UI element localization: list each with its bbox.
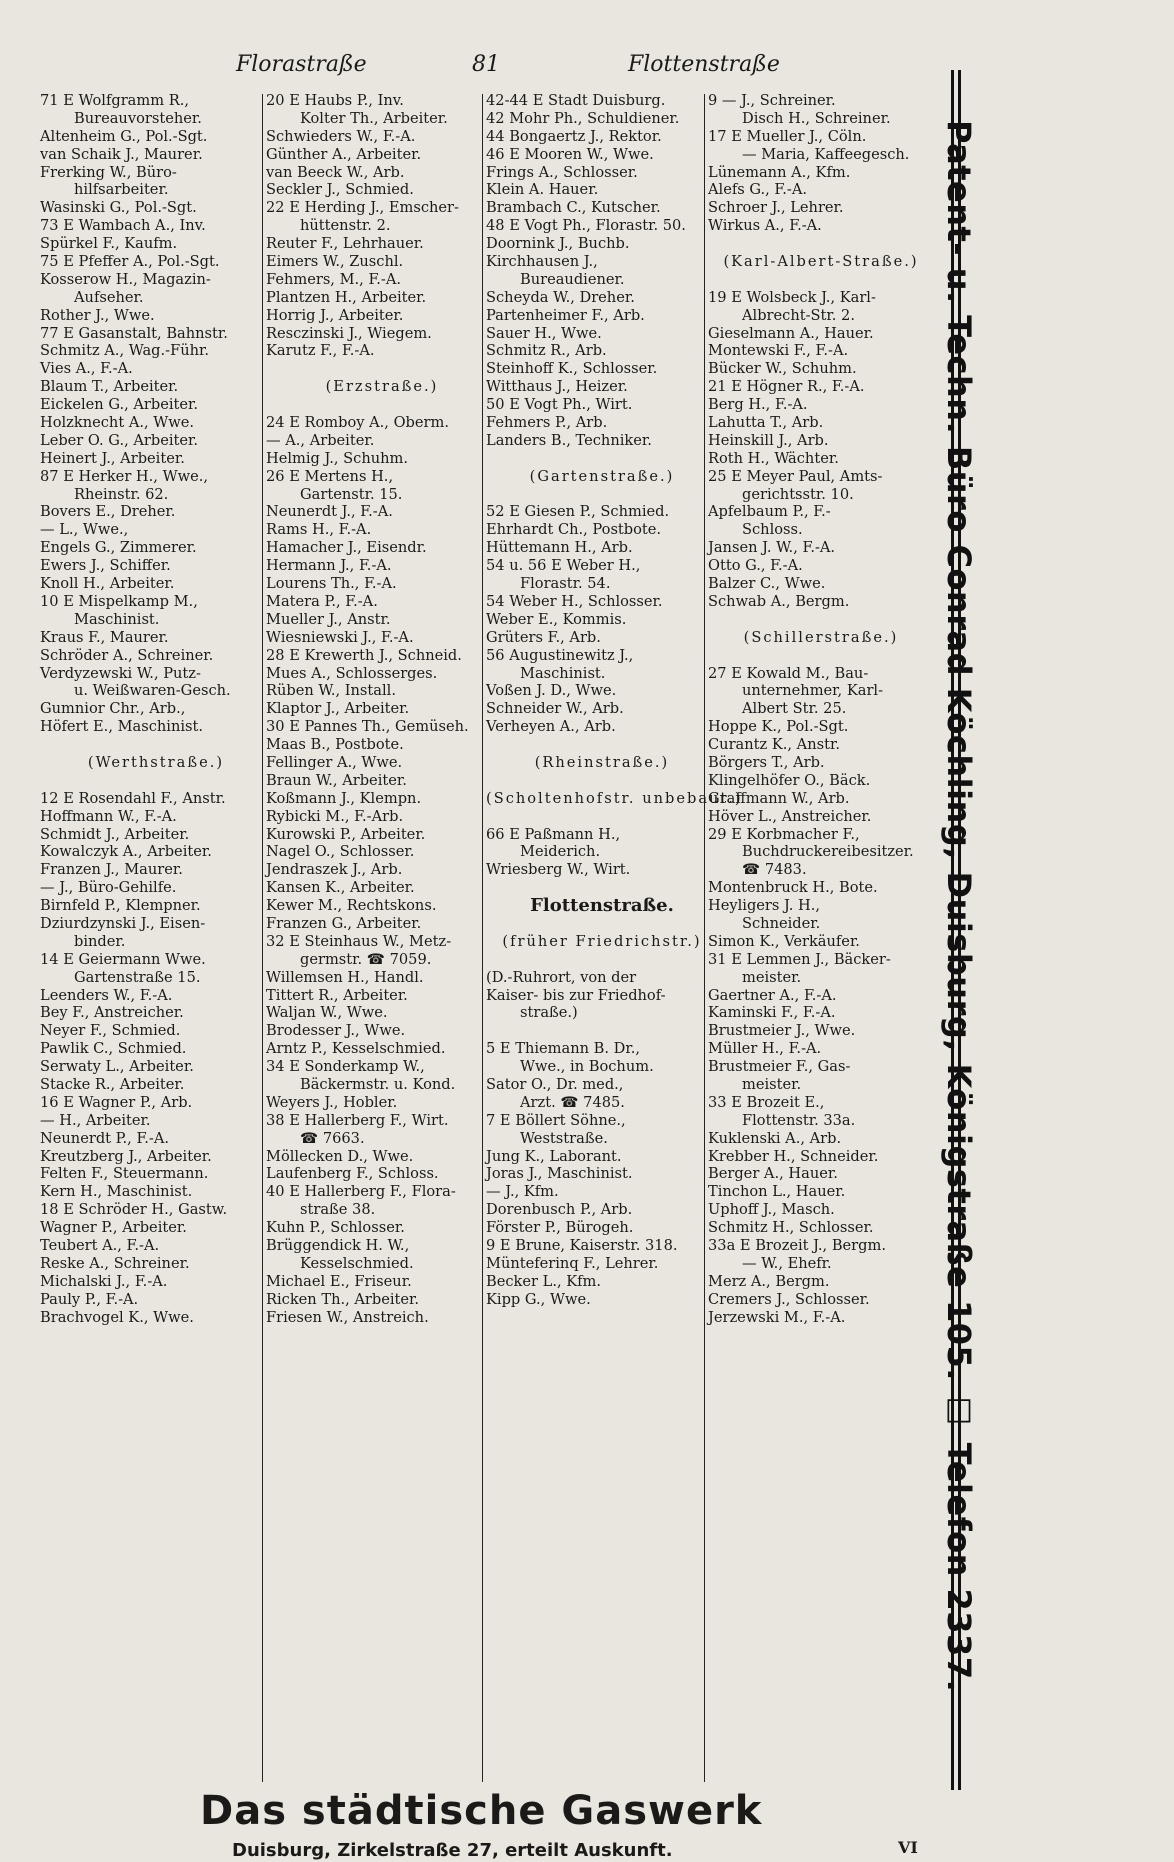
directory-entry-line: Günther A., Arbeiter. <box>266 145 422 163</box>
directory-entry-line: Neunerdt J., F.-A. <box>266 503 393 521</box>
directory-entry-line: Uphoff J., Masch. <box>708 1201 835 1219</box>
directory-entry-line: Ehrhardt Ch., Postbote. <box>486 521 662 539</box>
directory-entry-line: 40 E Hallerberg F., Flora- <box>266 1183 456 1201</box>
directory-entry-line: Kesselschmied. <box>300 1254 414 1272</box>
directory-entry-line: ☎ 7663. <box>300 1129 365 1147</box>
directory-entry-line: Horrig J., Arbeiter. <box>266 306 404 324</box>
directory-entry-line: Heinert J., Arbeiter. <box>40 449 185 467</box>
sidebar-advertisement <box>940 120 992 1780</box>
directory-entry-line: Schroer J., Lehrer. <box>708 199 844 217</box>
directory-entry-line: Gartenstr. 15. <box>300 485 403 503</box>
directory-entry-line: Resczinski J., Wiegem. <box>266 324 432 342</box>
directory-entry-line: Schmitz R., Arb. <box>486 342 607 360</box>
directory-entry-line <box>708 647 934 665</box>
directory-column-1 <box>40 92 272 1326</box>
directory-entry-line: Frerking W., Büro- <box>40 163 177 181</box>
directory-entry-line: (früher Friedrichstr.) <box>502 932 702 950</box>
directory-entry-line: — Maria, Kaffeegesch. <box>742 145 910 163</box>
directory-entry-line: — L., Wwe., <box>40 521 129 539</box>
directory-entry-line: Serwaty L., Arbeiter. <box>40 1058 194 1076</box>
directory-entry-line: Förster P., Bürogeh. <box>486 1219 634 1237</box>
directory-entry-line: Pauly P., F.-A. <box>40 1290 139 1308</box>
directory-entry-line <box>486 772 718 790</box>
directory-entry-line: Gaertner A., F.-A. <box>708 986 837 1004</box>
directory-entry-line: Frings A., Schlosser. <box>486 163 638 181</box>
directory-entry-line: Flottenstraße. <box>530 895 674 917</box>
directory-entry-line: Eickelen G., Arbeiter. <box>40 396 199 414</box>
directory-entry-line: Aufseher. <box>74 288 144 306</box>
directory-entry-line: Rheinstr. 62. <box>74 485 169 503</box>
directory-entry-line: 52 E Giesen P., Schmied. <box>486 503 670 521</box>
directory-entry-line: 26 E Mertens H., <box>266 467 394 485</box>
directory-entry-line: Kurowski P., Arbeiter. <box>266 825 426 843</box>
directory-entry-line <box>708 271 934 289</box>
directory-entry-line: (Werthstraße.) <box>87 753 225 771</box>
directory-entry-line: 31 E Lemmen J., Bäcker- <box>708 950 891 968</box>
directory-entry-line <box>486 1022 718 1040</box>
directory-entry-line: Hoffmann W., F.-A. <box>40 807 177 825</box>
directory-entry-line: Graffmann W., Arb. <box>708 789 850 807</box>
directory-entry-line: 16 E Wagner P., Arb. <box>40 1093 193 1111</box>
directory-entry-line: 48 E Vogt Ph., Florastr. 50. <box>486 217 686 235</box>
directory-entry-line: Kuklenski A., Arb. <box>708 1129 842 1147</box>
directory-entry-line: 66 E Paßmann H., <box>486 825 621 843</box>
directory-entry-line <box>486 450 718 468</box>
directory-entry-line: Florastr. 54. <box>520 575 611 593</box>
directory-entry-line: 7 E Böllert Söhne., <box>486 1111 626 1129</box>
directory-entry-line: 56 Augustinewitz J., <box>486 646 634 664</box>
directory-entry-line: Maas B., Postbote. <box>266 736 404 754</box>
directory-entry-line: Altenheim G., Pol.-Sgt. <box>40 127 208 145</box>
directory-entry-line: Heinskill J., Arb. <box>708 431 829 449</box>
page-header <box>0 52 989 92</box>
directory-entry-line: Weyers J., Hobler. <box>266 1093 398 1111</box>
directory-entry-line: Otto G., F.-A. <box>708 557 803 575</box>
directory-entry-line: Berger A., Hauer. <box>708 1165 838 1183</box>
directory-entry-line: Brustmeier F., Gas- <box>708 1058 851 1076</box>
directory-entry-line: Alefs G., F.-A. <box>708 181 808 199</box>
directory-entry-line: Franzen G., Arbeiter. <box>266 914 422 932</box>
directory-entry-line: 19 E Wolsbeck J., Karl- <box>708 288 876 306</box>
directory-entry-line: 77 E Gasanstalt, Bahnstr. <box>40 324 228 342</box>
directory-entry-line: meister. <box>742 968 802 986</box>
directory-entry-line: Bureaudiener. <box>520 270 625 288</box>
page-signature: VI <box>898 1838 918 1857</box>
directory-entry-line: Roth H., Wächter. <box>708 449 839 467</box>
directory-entry-line: Franzen J., Maurer. <box>40 861 183 879</box>
directory-entry-line: Schwab A., Bergm. <box>708 592 850 610</box>
directory-entry-line: Fehmers, M., F.-A. <box>266 270 402 288</box>
directory-entry-line: Balzer C., Wwe. <box>708 575 826 593</box>
directory-entry-line: 54 Weber H., Schlosser. <box>486 592 663 610</box>
directory-entry-line: Arntz P., Kesselschmied. <box>266 1040 446 1058</box>
directory-entry-line: 29 E Korbmacher F., <box>708 825 860 843</box>
directory-entry-line: Wiesniewski J., F.-A. <box>266 628 414 646</box>
directory-entry-line: Lünemann A., Kfm. <box>708 163 851 181</box>
directory-entry-line: 87 E Herker H., Wwe., <box>40 467 208 485</box>
directory-entry-line: (Gartenstraße.) <box>529 467 675 485</box>
directory-entry-line: Kowalczyk A., Arbeiter. <box>40 843 212 861</box>
directory-entry-line: Höfert E., Maschinist. <box>40 718 204 736</box>
directory-entry-line: 25 E Meyer Paul, Amts- <box>708 467 883 485</box>
directory-entry-line: Weststraße. <box>520 1129 608 1147</box>
directory-entry-line: hüttenstr. 2. <box>300 217 391 235</box>
directory-entry-line: Schneider. <box>742 914 821 932</box>
directory-entry-line: Schmitz H., Schlosser. <box>708 1219 874 1237</box>
directory-entry-line: Albert Str. 25. <box>742 700 847 718</box>
directory-entry-line <box>486 808 718 826</box>
directory-entry-line <box>486 951 718 969</box>
directory-entry-line: Kansen K., Arbeiter. <box>266 879 415 897</box>
directory-entry-line: Klein A. Hauer. <box>486 181 599 199</box>
directory-entry-line: 27 E Kowald M., Bau- <box>708 664 869 682</box>
directory-entry-line: Brustmeier J., Wwe. <box>708 1022 856 1040</box>
directory-entry-line <box>486 915 718 933</box>
directory-entry-line: 9 — J., Schreiner. <box>708 92 836 109</box>
directory-entry-line <box>486 486 718 504</box>
directory-entry-line: Hoppe K., Pol.-Sgt. <box>708 718 849 736</box>
directory-entry-line: u. Weißwaren-Gesch. <box>74 682 231 700</box>
directory-entry-line: Verdyzewski W., Putz- <box>40 664 201 682</box>
directory-entry-line: Waljan W., Wwe. <box>266 1004 388 1022</box>
directory-entry-line: van Beeck W., Arb. <box>266 163 405 181</box>
directory-entry-line: Spürkel F., Kaufm. <box>40 235 178 253</box>
directory-column-3 <box>486 92 743 1309</box>
directory-entry-line: binder. <box>74 932 126 950</box>
directory-entry-line: 54 u. 56 E Weber H., <box>486 557 641 575</box>
directory-entry-line: 12 E Rosendahl F., Anstr. <box>40 789 226 807</box>
directory-entry-line: (Karl-Albert-Straße.) <box>723 253 919 271</box>
directory-entry-line <box>266 360 498 378</box>
directory-entry-line <box>40 736 272 754</box>
directory-entry-line: Schmidt J., Arbeiter. <box>40 825 190 843</box>
directory-entry-line: 20 E Haubs P., Inv. <box>266 92 404 109</box>
directory-entry-line: Fellinger A., Wwe. <box>266 753 403 771</box>
directory-entry-line: Dziurdzynski J., Eisen- <box>40 914 206 932</box>
directory-entry-line: 5 E Thiemann B. Dr., <box>486 1040 640 1058</box>
directory-entry-line: Willemsen H., Handl. <box>266 968 424 986</box>
directory-entry-line: Plantzen H., Arbeiter. <box>266 288 427 306</box>
directory-entry-line: Brambach C., Kutscher. <box>486 199 661 217</box>
directory-entry-line: Bey F., Anstreicher. <box>40 1004 184 1022</box>
directory-entry-line: — J., Büro-Gehilfe. <box>40 879 177 897</box>
directory-entry-line: Jansen J. W., F.-A. <box>708 539 836 557</box>
directory-entry-line: Brodesser J., Wwe. <box>266 1022 406 1040</box>
directory-entry-line: 21 E Högner R., F.-A. <box>708 378 865 396</box>
directory-column-2 <box>266 92 498 1326</box>
directory-entry-line: Cremers J., Schlosser. <box>708 1290 870 1308</box>
directory-entry-line: Höver L., Anstreicher. <box>708 807 872 825</box>
directory-entry-line: Wriesberg W., Wirt. <box>486 861 631 879</box>
page-number: 81 <box>472 52 500 77</box>
directory-entry-line: Braun W., Arbeiter. <box>266 771 407 789</box>
directory-entry-line: unternehmer, Karl- <box>742 682 884 700</box>
directory-entry-line: Fehmers P., Arb. <box>486 414 608 432</box>
directory-entry-line: 24 E Romboy A., Oberm. <box>266 414 449 432</box>
directory-entry-line: Rams H., F.-A. <box>266 521 372 539</box>
directory-entry-line: Müller H., F.-A. <box>708 1040 822 1058</box>
directory-entry-line: Lahutta T., Arb. <box>708 414 824 432</box>
directory-entry-line: ☎ 7483. <box>742 861 807 879</box>
directory-entry-line: Kirchhausen J., <box>486 253 598 271</box>
directory-entry-line: Michalski J., F.-A. <box>40 1272 168 1290</box>
directory-entry-line <box>708 611 934 629</box>
directory-entry-line: Blaum T., Arbeiter. <box>40 378 179 396</box>
directory-entry-line: Heyligers J. H., <box>708 897 821 915</box>
directory-entry-line: hilfsarbeiter. <box>74 181 169 199</box>
directory-entry-line: Klaptor J., Arbeiter. <box>266 700 410 718</box>
directory-entry-line: Börgers T., Arb. <box>708 753 825 771</box>
directory-entry-line: Simon K., Verkäufer. <box>708 932 860 950</box>
directory-entry-line: Leber O. G., Arbeiter. <box>40 431 199 449</box>
directory-entry-line: Lourens Th., F.-A. <box>266 575 397 593</box>
sidebar-ad-text: Patent- u. Techn. Büro Conrad Köchling, Duisburg, Königstraße 105. ☐ Telefon 2337. <box>940 120 978 1693</box>
directory-entry-line: 42-44 E Stadt Duisburg. <box>486 92 666 109</box>
directory-entry-line: Nagel O., Schlosser. <box>266 843 415 861</box>
directory-entry-line: 73 E Wambach A., Inv. <box>40 217 206 235</box>
directory-entry-line: Mueller J., Anstr. <box>266 610 391 628</box>
directory-entry-line <box>486 736 718 754</box>
directory-entry-line: Kosserow H., Magazin- <box>40 270 211 288</box>
directory-entry-line: Kraus F., Maurer. <box>40 628 169 646</box>
directory-entry-line: Engels G., Zimmerer. <box>40 539 197 557</box>
directory-entry-line: Rother J., Wwe. <box>40 306 155 324</box>
directory-entry-line: Michael E., Friseur. <box>266 1272 412 1290</box>
directory-entry-line: (Rheinstraße.) <box>534 753 670 771</box>
directory-entry-line: 46 E Mooren W., Wwe. <box>486 145 654 163</box>
directory-entry-line: — A., Arbeiter. <box>266 431 375 449</box>
directory-entry-line: Reske A., Schreiner. <box>40 1254 190 1272</box>
directory-entry-line: van Schaik J., Maurer. <box>40 145 203 163</box>
directory-entry-line: Landers B., Techniker. <box>486 431 652 449</box>
directory-entry-line: Apfelbaum P., F.- <box>708 503 831 521</box>
directory-entry-line: Wagner P., Arbeiter. <box>40 1219 187 1237</box>
directory-column-4 <box>708 92 934 1326</box>
directory-entry-line: Brüggendick H. W., <box>266 1237 410 1254</box>
directory-entry-line: Jerzewski M., F.-A. <box>708 1308 846 1326</box>
directory-entry-line: Krebber H., Schneider. <box>708 1147 879 1165</box>
directory-entry-line: Wirkus A., F.-A. <box>708 217 822 235</box>
directory-entry-line: Felten F., Steuermann. <box>40 1165 209 1183</box>
directory-entry-line: 32 E Steinhaus W., Metz- <box>266 932 452 950</box>
directory-entry-line: (D.-Ruhrort, von der <box>486 968 637 986</box>
directory-entry-line: Witthaus J., Heizer. <box>486 378 628 396</box>
directory-entry-line: Klingelhöfer O., Bäck. <box>708 771 871 789</box>
directory-entry-line: Flottenstr. 33a. <box>742 1111 856 1129</box>
directory-entry-line: Joras J., Maschinist. <box>486 1165 633 1183</box>
directory-entry-line: Hüttemann H., Arb. <box>486 539 633 557</box>
directory-entry-line: Grüters F., Arb. <box>486 628 601 646</box>
directory-entry-line: (Erzstraße.) <box>325 378 439 396</box>
directory-entry-line: 44 Bongaertz J., Rektor. <box>486 127 662 145</box>
directory-entry-line: Helmig J., Schuhm. <box>266 449 408 467</box>
directory-entry-line <box>266 396 498 414</box>
directory-entry-line: Dorenbusch P., Arb. <box>486 1201 633 1219</box>
directory-entry-line: — H., Arbeiter. <box>40 1111 151 1129</box>
directory-entry-line: Kaminski F., F.-A. <box>708 1004 836 1022</box>
directory-entry-line: Gartenstraße 15. <box>74 968 201 986</box>
directory-entry-line: Kern H., Maschinist. <box>40 1183 193 1201</box>
directory-entry-line: Steinhoff K., Schlosser. <box>486 360 658 378</box>
header-street-right: Flottenstraße <box>628 52 780 77</box>
directory-entry-line: Karutz F., F.-A. <box>266 342 375 360</box>
directory-entry-line: Jendraszek J., Arb. <box>266 861 403 879</box>
directory-entry-line: 42 Mohr Ph., Schuldiener. <box>486 109 680 127</box>
directory-entry-line: 28 E Krewerth J., Schneid. <box>266 646 462 664</box>
directory-entry-line: Kaiser- bis zur Friedhof- <box>486 986 666 1004</box>
directory-entry-line: Kipp G., Wwe. <box>486 1290 591 1308</box>
directory-entry-line: — J., Kfm. <box>486 1183 559 1201</box>
directory-entry-line: Montenbruck H., Bote. <box>708 879 878 897</box>
directory-entry-line: Schneider W., Arb. <box>486 700 624 718</box>
directory-entry-line: Münteferinq F., Lehrer. <box>486 1254 659 1272</box>
directory-entry-line: Albrecht-Str. 2. <box>742 306 855 324</box>
directory-entry-line: Wwe., in Bochum. <box>520 1058 654 1076</box>
directory-entry-line: Gumnior Chr., Arb., <box>40 700 186 718</box>
directory-entry-line: Kewer M., Rechtskons. <box>266 897 437 915</box>
directory-entry-line: meister. <box>742 1075 802 1093</box>
directory-entry-line: (Schillerstraße.) <box>743 628 899 646</box>
directory-entry-line: Weber E., Kommis. <box>486 610 627 628</box>
footer-subline: Duisburg, Zirkelstraße 27, erteilt Auskunft. <box>232 1840 673 1861</box>
directory-entry-line: 17 E Mueller J., Cöln. <box>708 127 867 145</box>
directory-entry-line: Schloss. <box>742 521 803 539</box>
directory-entry-line: Maschinist. <box>74 610 160 628</box>
directory-entry-line: Reuter F., Lehrhauer. <box>266 235 424 253</box>
directory-entry-line: Meiderich. <box>520 843 601 861</box>
directory-entry-line: Wasinski G., Pol.-Sgt. <box>40 199 197 217</box>
directory-entry-line: Buchdruckereibesitzer. <box>742 843 914 861</box>
directory-entry-line: Bäckermstr. u. Kond. <box>300 1075 456 1093</box>
directory-entry-line: Koßmann J., Klempn. <box>266 789 422 807</box>
directory-entry-line: Bovers E., Dreher. <box>40 503 176 521</box>
directory-entry-line: Neyer F., Schmied. <box>40 1022 181 1040</box>
directory-entry-line: gerichtsstr. 10. <box>742 485 854 503</box>
directory-entry-line: 33 E Brozeit E., <box>708 1093 825 1111</box>
directory-entry-line: 34 E Sonderkamp W., <box>266 1058 425 1076</box>
directory-entry-line: 30 E Pannes Th., Gemüseh. <box>266 718 469 736</box>
directory-entry-line: Schmitz A., Wag.-Führ. <box>40 342 210 360</box>
directory-entry-line: Merz A., Bergm. <box>708 1272 830 1290</box>
directory-entry-line: 22 E Herding J., Emscher- <box>266 199 459 217</box>
directory-entry-line: Rüben W., Install. <box>266 682 396 700</box>
directory-entry-line: Sator O., Dr. med., <box>486 1075 624 1093</box>
directory-entry-line: Scheyda W., Dreher. <box>486 288 635 306</box>
directory-entry-line: Schröder A., Schreiner. <box>40 646 214 664</box>
directory-entry-line: 14 E Geiermann Wwe. <box>40 950 206 968</box>
directory-entry-line: Kuhn P., Schlosser. <box>266 1219 405 1237</box>
directory-entry-line: Hermann J., F.-A. <box>266 557 392 575</box>
directory-entry-line: Sauer H., Wwe. <box>486 324 602 342</box>
directory-entry-line: Curantz K., Anstr. <box>708 736 840 754</box>
directory-entry-line: Verheyen A., Arb. <box>486 718 616 736</box>
directory-entry-line: Eimers W., Zuschl. <box>266 253 404 271</box>
directory-entry-line: Hamacher J., Eisendr. <box>266 539 427 557</box>
directory-entry-line: Ricken Th., Arbeiter. <box>266 1290 420 1308</box>
directory-entry-line: Holzknecht A., Wwe. <box>40 414 195 432</box>
directory-entry-line: Kolter Th., Arbeiter. <box>300 109 448 127</box>
directory-entry-line: straße.) <box>520 1004 578 1022</box>
directory-entry-line: germstr. ☎ 7059. <box>300 950 432 968</box>
directory-entry-line: Neunerdt P., F.-A. <box>40 1129 170 1147</box>
directory-entry-line: Tinchon L., Hauer. <box>708 1183 846 1201</box>
directory-entry-line: Rybicki M., F.-Arb. <box>266 807 404 825</box>
directory-entry-line: Doornink J., Buchb. <box>486 235 630 253</box>
directory-entry-line: Montewski F., F.-A. <box>708 342 849 360</box>
directory-entry-line: Stacke R., Arbeiter. <box>40 1075 185 1093</box>
directory-entry-line <box>708 235 934 253</box>
directory-entry-line: Tittert R., Arbeiter. <box>266 986 408 1004</box>
directory-entry-line: Partenheimer F., Arb. <box>486 306 645 324</box>
directory-entry-line <box>40 772 272 790</box>
directory-entry-line: Knoll H., Arbeiter. <box>40 575 175 593</box>
directory-entry-line: Matera P., F.-A. <box>266 592 378 610</box>
directory-entry-line: 10 E Mispelkamp M., <box>40 592 198 610</box>
directory-entry-line: (Scholtenhofstr. unbebaut.) <box>486 789 743 807</box>
directory-entry-line: — W., Ehefr. <box>742 1254 832 1272</box>
directory-entry-line: Becker L., Kfm. <box>486 1272 602 1290</box>
directory-entry-line: Friesen W., Anstreich. <box>266 1308 429 1326</box>
header-street-left: Florastraße <box>236 52 367 77</box>
directory-entry-line: Schwieders W., F.-A. <box>266 127 416 145</box>
directory-entry-line: Gieselmann A., Hauer. <box>708 324 874 342</box>
directory-entry-line: Brachvogel K., Wwe. <box>40 1308 194 1326</box>
directory-entry-line: 18 E Schröder H., Gastw. <box>40 1201 228 1219</box>
directory-entry-line: Bücker W., Schuhm. <box>708 360 857 378</box>
directory-entry-line: straße 38. <box>300 1201 376 1219</box>
directory-entry-line: 71 E Wolfgramm R., <box>40 92 189 109</box>
directory-entry-line: 75 E Pfeffer A., Pol.-Sgt. <box>40 253 220 271</box>
directory-entry-line: Ewers J., Schiffer. <box>40 557 171 575</box>
directory-entry-line: 33a E Brozeit J., Bergm. <box>708 1237 886 1254</box>
directory-entry-line: Disch H., Schreiner. <box>742 109 891 127</box>
directory-entry-line: Bureauvorsteher. <box>74 109 202 127</box>
footer-headline: Das städtische Gaswerk <box>200 1788 763 1834</box>
directory-entry-line: Maschinist. <box>520 664 606 682</box>
directory-entry-line: Laufenberg F., Schloss. <box>266 1165 439 1183</box>
directory-entry-line: Möllecken D., Wwe. <box>266 1147 414 1165</box>
directory-entry-line: Arzt. ☎ 7485. <box>520 1093 625 1111</box>
directory-entry-line: Birnfeld P., Klempner. <box>40 897 201 915</box>
directory-entry-line: Seckler J., Schmied. <box>266 181 414 199</box>
directory-entry-line: 38 E Hallerberg F., Wirt. <box>266 1111 449 1129</box>
directory-entry-line: Vies A., F.-A. <box>40 360 133 378</box>
directory-entry-line: Mues A., Schlosserges. <box>266 664 438 682</box>
directory-entry-line: Berg H., F.-A. <box>708 396 808 414</box>
directory-entry-line: Voßen J. D., Wwe. <box>486 682 617 700</box>
directory-entry-line: 50 E Vogt Ph., Wirt. <box>486 396 633 414</box>
directory-entry-line: Jung K., Laborant. <box>486 1147 622 1165</box>
directory-entry-line: Leenders W., F.-A. <box>40 986 173 1004</box>
directory-entry-line: Pawlik C., Schmied. <box>40 1040 187 1058</box>
directory-entry-line: Teubert A., F.-A. <box>40 1237 160 1254</box>
directory-entry-line: Kreutzberg J., Arbeiter. <box>40 1147 212 1165</box>
directory-entry-line: 9 E Brune, Kaiserstr. 318. <box>486 1237 678 1254</box>
